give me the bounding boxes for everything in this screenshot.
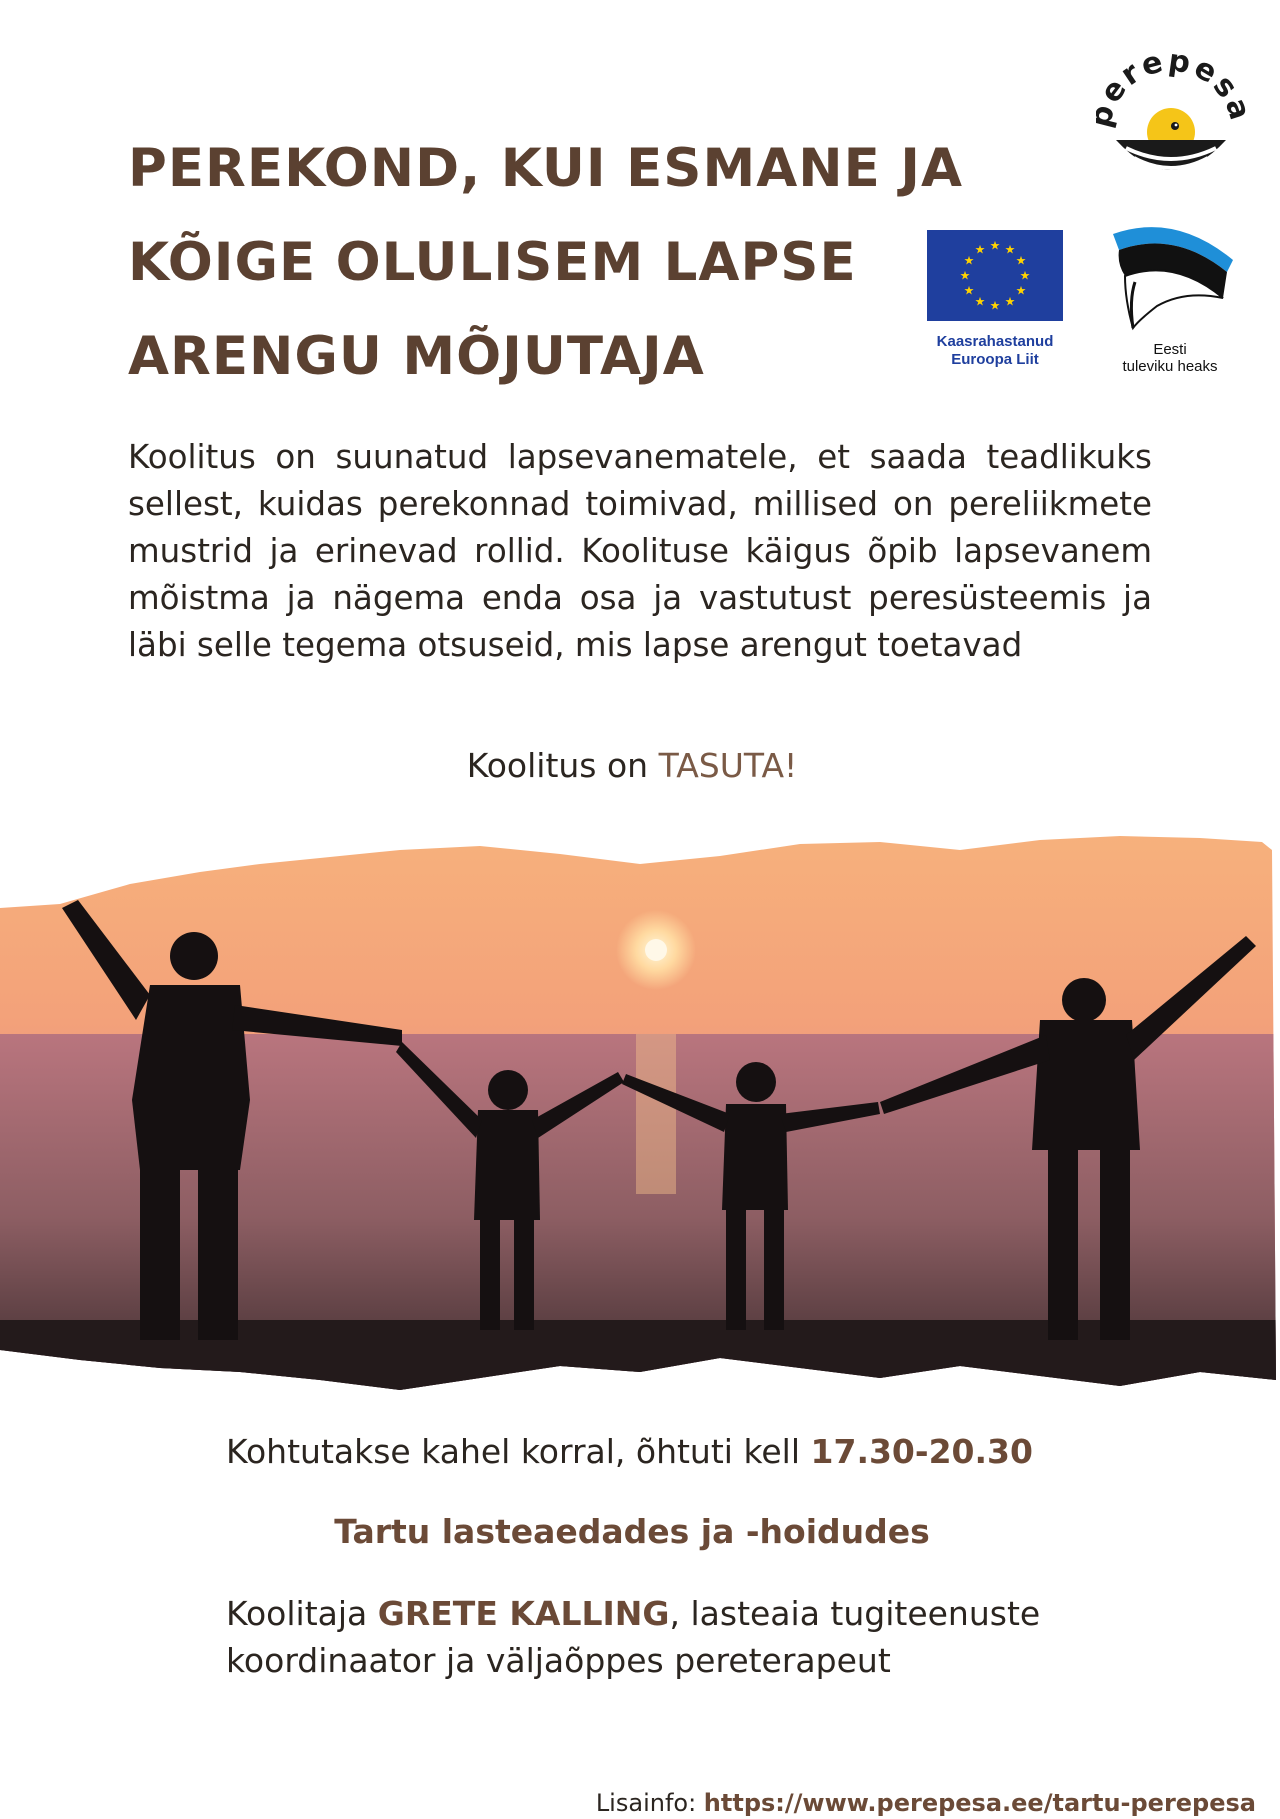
estonia-future-logo [1105, 220, 1235, 375]
family-sunset-photo [0, 820, 1280, 1400]
eu-caption-line-2: Euroopa Liit [951, 351, 1039, 368]
perepesa-logo [1096, 40, 1246, 190]
eu-star: ★ [1004, 294, 1016, 309]
eu-star: ★ [959, 268, 971, 283]
estonia-caption-line-1: Eesti [1153, 341, 1187, 358]
more-info-label: Lisainfo: [595, 1789, 704, 1817]
meeting-time-hours: 17.30-20.30 [810, 1432, 1033, 1471]
title-line-1: PEREKOND, KUI ESMANE JA [128, 138, 963, 199]
eu-star: ★ [1019, 268, 1031, 283]
estonia-caption [1105, 341, 1235, 375]
eu-star: ★ [1015, 283, 1027, 298]
eu-star: ★ [1015, 253, 1027, 268]
intro-paragraph: Koolitus on suunatud lapsevanematele, et saada teadlikuks sellest, kuidas perekonnad toimivad, millised on pereliikmete mustrid ja erinevad rollid. Koolituse käigus õpib lapsevanem mõistma ja nägema enda osa ja vastutust peresüsteemis ja läbi selle tegema otsuseid, mis lapse arengut toetavad [128, 438, 1152, 664]
eu-flag-icon [927, 230, 1063, 321]
trainer-suffix: , lasteaia tugiteenuste koordinaator ja väljaõppes pereterapeut [226, 1594, 1041, 1680]
more-info-link[interactable]: https://www.perepesa.ee/tartu-perepesa [703, 1789, 1256, 1817]
title-line-2: KÕIGE OLULISEM LAPSE [128, 232, 857, 293]
location: Tartu lasteaedades ja -hoidudes [334, 1512, 930, 1551]
trainer-info [226, 1590, 1126, 1684]
more-info [596, 1787, 1256, 1819]
meeting-time [226, 1428, 1126, 1475]
poster-title [128, 122, 963, 404]
free-notice-highlight: TASUTA! [658, 746, 798, 785]
eu-star: ★ [989, 238, 1001, 253]
eu-caption-line-1: Kaasrahastanud [936, 333, 1054, 350]
eu-star: ★ [963, 253, 975, 268]
title-line-3: ARENGU MÕJUTAJA [128, 326, 705, 387]
estonia-flag-swoosh-icon [1105, 220, 1235, 335]
meeting-time-prefix: Kohtutakse kahel korral, õhtuti kell [226, 1432, 811, 1471]
trainer-prefix: Koolitaja [226, 1594, 378, 1633]
eu-star: ★ [989, 298, 1001, 313]
free-notice [0, 744, 1264, 788]
eu-star: ★ [963, 283, 975, 298]
perepesa-wordmark: erepes [1096, 43, 1246, 110]
eu-caption [925, 333, 1065, 369]
eu-cofunding-logo [925, 230, 1065, 369]
eu-star: ★ [974, 242, 986, 257]
trainer-name: GRETE KALLING [377, 1594, 670, 1633]
free-notice-prefix: Koolitus on [466, 746, 659, 785]
eu-star: ★ [974, 294, 986, 309]
eu-star: ★ [1004, 242, 1016, 257]
estonia-caption-line-2: tuleviku heaks [1122, 358, 1218, 375]
bird-in-nest-icon [1096, 40, 1246, 190]
